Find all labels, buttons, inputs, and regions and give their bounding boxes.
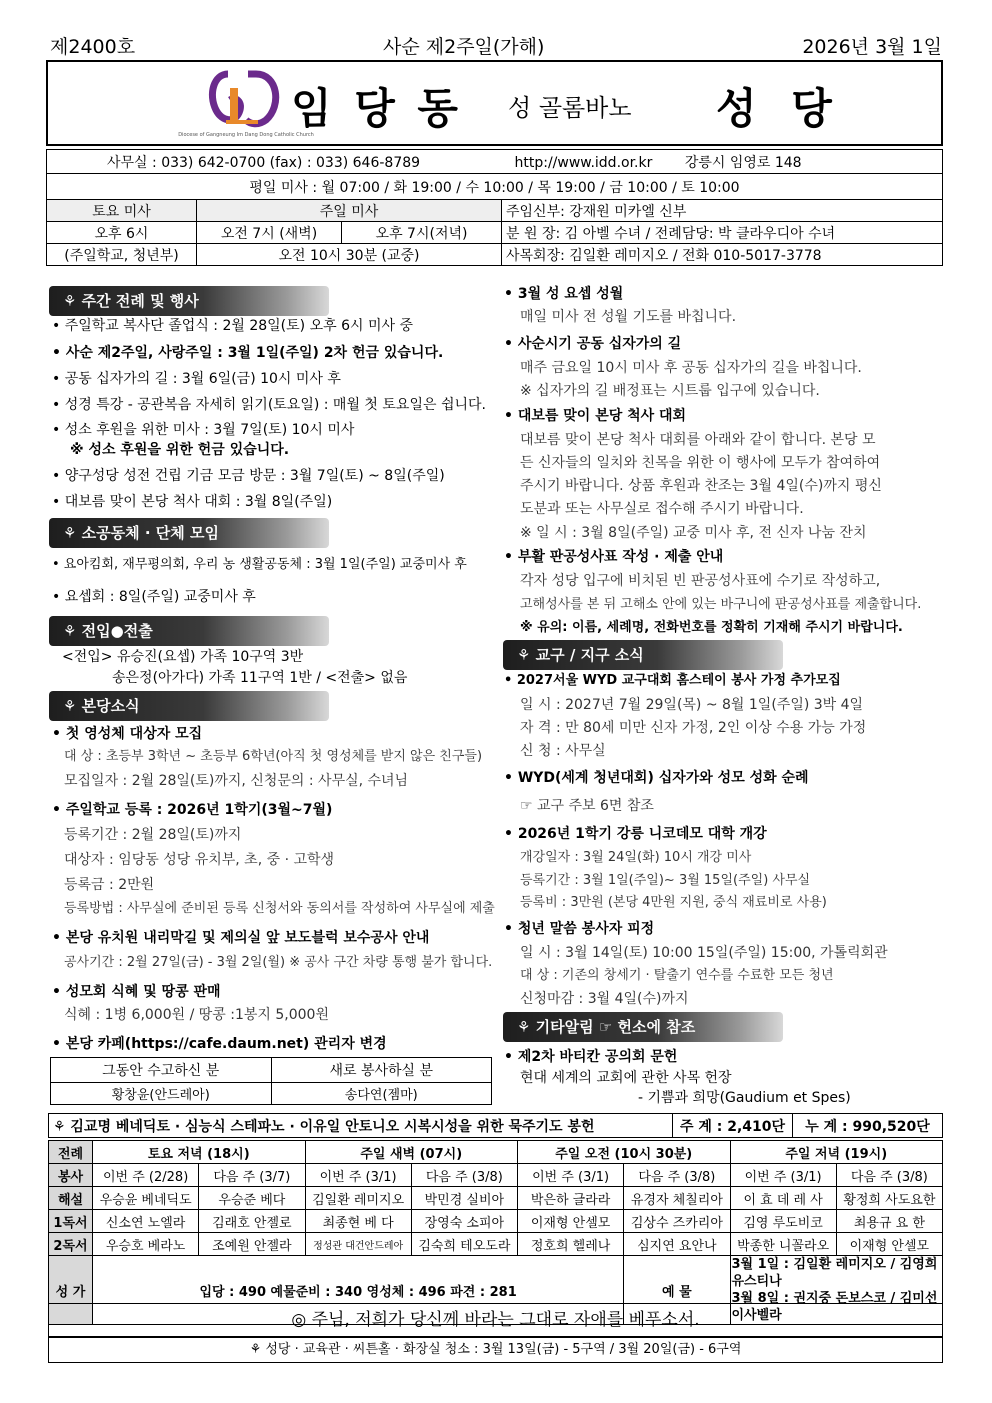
- diocese-item: • 2027서울 WYD 교구대회 홈스테이 봉사 가정 추가모집: [504, 673, 841, 688]
- minister-cell: 김래호 안젤로: [199, 1210, 305, 1233]
- week-head: 이번 주 (3/1): [518, 1164, 624, 1187]
- nuns: 분 원 장: 김 아벨 수녀 / 전례담당: 박 클라우디아 수녀: [502, 222, 943, 244]
- minister-cell: 최용규 요 한: [836, 1210, 942, 1233]
- weekly-item: • 대보름 맞이 본당 척사 대회 : 3월 8일(주일): [52, 494, 333, 510]
- news-item: • 성모회 식혜 및 땅콩 판매: [52, 984, 221, 1000]
- minister-cell: 김상수 즈카리아: [624, 1210, 730, 1233]
- rosary-week-total: 주 계 : 2,410단: [673, 1114, 793, 1138]
- sun-mass-3: 오전 10시 30분 (교중): [197, 244, 502, 266]
- misc-detail: - 기쁨과 희망(Gaudium et Spes): [638, 1090, 851, 1106]
- cafe-new-head: 새로 봉사하실 분: [271, 1058, 492, 1083]
- minister-cell: 우승윤 베네딕도: [93, 1187, 199, 1210]
- section-header-transfer: ⚘ 전입●전출: [49, 616, 329, 646]
- notice-item: • 대보름 맞이 본당 척사 대회: [504, 408, 687, 424]
- news-detail: 등록기간 : 2월 28일(토)까지: [64, 827, 242, 843]
- issue-number: 제2400호: [50, 36, 136, 58]
- notice-detail: 든 신자들의 일치와 친목을 위한 이 행사에 모두가 참여하여: [520, 455, 881, 471]
- notice-detail: 대보름 맞이 본당 척사 대회를 아래와 같이 합니다. 본당 모: [520, 432, 876, 448]
- minister-cell: 장영숙 소피아: [411, 1210, 517, 1233]
- office-phone: 사무실 : 033) 642-0700 (fax) : 033) 646-8789: [107, 154, 421, 171]
- minister-cell: 우승준 베다: [199, 1187, 305, 1210]
- cafe-prev-head: 그동안 수고하신 분: [51, 1058, 272, 1083]
- notice-item: • 사순시기 공동 십자가의 길: [504, 336, 682, 352]
- weekly-item: • 주일학교 복사단 졸업식 : 2월 28일(토) 오후 6시 미사 중: [52, 318, 413, 334]
- diocese-detail: 신청마감 : 3월 4일(수)까지: [520, 991, 689, 1007]
- news-detail: 등록금 : 2만원: [64, 877, 155, 893]
- hymn-label: 성 가: [49, 1256, 93, 1325]
- table-row: [49, 1187, 943, 1210]
- offering-line: 3월 1일 : 김일환 레미지오 / 김영희 유스티나: [731, 1257, 938, 1289]
- role-label: 1독서: [49, 1210, 93, 1233]
- news-item: • 본당 카페(https://cafe.daum.net) 관리자 변경: [52, 1036, 387, 1052]
- weekday-mass: 평일 미사 : 월 07:00 / 화 19:00 / 수 10:00 / 목 19:00 / 금 10:00 / 토 10:00: [47, 174, 943, 200]
- week-head: 이번 주 (3/1): [305, 1164, 411, 1187]
- diocese-detail: 등록기간 : 3월 1일(주일)~ 3월 15일(주일) 사무실: [520, 873, 811, 888]
- cafe-new-name: 송다연(젬마): [271, 1083, 492, 1105]
- notice-warning: ※ 유의: 이름, 세례명, 전화번호를 정확히 기재해 주시기 바랍니다.: [520, 620, 903, 635]
- pastor: 주임신부: 강재원 미카엘 신부: [502, 200, 943, 222]
- section-header-misc: ⚘ 기타알림 ☞ 헌소에 참조: [503, 1012, 783, 1042]
- weekly-note: ※ 성소 후원을 위한 헌금 있습니다.: [70, 442, 290, 458]
- issue-date: 2026년 3월 1일: [802, 36, 942, 58]
- minister-cell: 김일환 레미지오: [305, 1187, 411, 1210]
- diocese-item: • 2026년 1학기 강릉 니코데모 대학 개강: [504, 826, 767, 842]
- news-detail: 대상자 : 임당동 성당 유치부, 초, 중 · 고학생: [64, 852, 335, 868]
- transfer-in: <전입> 유승진(요셉) 가족 10구역 3반: [62, 649, 304, 665]
- role-label: 2독서: [49, 1233, 93, 1256]
- diocese-detail: 자 격 : 만 80세 미만 신자 가정, 2인 이상 수용 가능 가정: [520, 720, 867, 736]
- parish-name-1: 임 당 동: [291, 84, 462, 133]
- role-label: 해설: [49, 1187, 93, 1210]
- section-header-diocese: ⚘ 교구 / 지구 소식: [503, 640, 783, 670]
- mass-head: 주일 오전 (10시 30분): [518, 1141, 731, 1164]
- sun-mass-2: 오후 7시(저녁): [342, 222, 502, 244]
- corner-service: 봉사: [49, 1164, 93, 1187]
- week-head: 다음 주 (3/7): [199, 1164, 305, 1187]
- notice-detail: ※ 십자가의 길 배정표는 시트룹 입구에 있습니다.: [520, 383, 820, 399]
- cafe-admin-table: [50, 1057, 492, 1105]
- diocese-item: • 청년 말씀 봉사자 피정: [504, 921, 655, 937]
- news-detail: 등록방법 : 사무실에 준비된 등록 신청서와 동의서를 작성하여 사무실에 제출: [64, 901, 495, 916]
- notice-detail: ※ 일 시 : 3월 8일(주일) 교중 미사 후, 전 신자 나눔 잔치: [520, 525, 867, 541]
- notice-detail: 도분과 또는 사무실로 접수해 주시기 바랍니다.: [520, 501, 804, 517]
- week-head: 다음 주 (3/8): [624, 1164, 730, 1187]
- minister-cell: 박민경 실비아: [411, 1187, 517, 1210]
- minister-cell: 정성관 대건안드레아: [305, 1233, 411, 1256]
- rosary-cum-total: 누 계 : 990,520단: [793, 1114, 943, 1138]
- community-item: • 요셉회 : 8일(주일) 교중미사 후: [52, 589, 256, 605]
- sun-mass-1: 오전 7시 (새벽): [197, 222, 342, 244]
- sun-mass-head: 주일 미사: [197, 200, 502, 222]
- week-head: 다음 주 (3/8): [411, 1164, 517, 1187]
- minister-cell: 황정희 사도요한: [836, 1187, 942, 1210]
- website[interactable]: http://www.idd.or.kr: [514, 154, 653, 171]
- sat-mass-time: 오후 6시: [47, 222, 197, 244]
- minister-cell: 조예원 안젤라: [199, 1233, 305, 1256]
- diocese-detail: 개강일자 : 3월 24일(화) 10시 개강 미사: [520, 850, 752, 865]
- parish-name-3: 성 당: [716, 84, 842, 133]
- notice-detail: 각자 성당 입구에 비치된 빈 판공성사표에 수기로 작성하고,: [520, 573, 881, 589]
- section-header-news: ⚘ 본당소식: [49, 691, 329, 721]
- section-header-weekly: ⚘ 주간 전례 및 행사: [49, 286, 329, 316]
- notice-detail: 매주 금요일 10시 미사 후 공동 십자가의 길을 바칩니다.: [520, 360, 862, 376]
- council: 사목회장: 김일환 레미지오 / 전화 010-5017-3778: [502, 244, 943, 266]
- rosary-text: ⚘ 김교명 베네딕토 · 심능식 스테파노 · 이유일 안토니오 시복시성을 위한 묵주기도 봉헌: [49, 1114, 673, 1138]
- minister-cell: 유경자 체칠리아: [624, 1187, 730, 1210]
- ministry-schedule: [48, 1140, 943, 1325]
- news-item: • 첫 영성체 대상자 모집: [52, 726, 203, 742]
- news-item: • 주일학교 등록 : 2026년 1학기(3월~7월): [52, 802, 333, 818]
- minister-cell: 이 효 데 레 사: [730, 1187, 836, 1210]
- liturgical-week: 사순 제2주일(가해): [383, 36, 545, 58]
- transfer-out: 송은정(아가다) 가족 11구역 1반 / <전출> 없음: [112, 670, 408, 686]
- news-detail: 모집일자 : 2월 28일(토)까지, 신청문의 : 사무실, 수녀님: [64, 773, 409, 789]
- table-row: [49, 1210, 943, 1233]
- motto: ◎ 주님, 저희가 당신께 바라는 그대로 자애를 베푸소서.: [48, 1303, 943, 1337]
- misc-detail: 현대 세계의 교회에 관한 사목 헌장: [520, 1070, 732, 1086]
- diocese-detail: 등록비 : 3만원 (본당 4만원 지원, 중식 재료비로 사용): [520, 895, 827, 910]
- minister-cell: 우승호 베라노: [93, 1233, 199, 1256]
- rosary-row: [48, 1113, 943, 1138]
- weekly-item: • 성경 특강 - 공관복음 자세히 읽기(토요일) : 매월 첫 토요일은 쉽니다.: [52, 397, 486, 413]
- corner-liturgy: 전례: [49, 1141, 93, 1164]
- week-head: 이번 주 (2/28): [93, 1164, 199, 1187]
- masthead: [46, 60, 943, 146]
- minister-cell: 김영 루도비코: [730, 1210, 836, 1233]
- cleaning-schedule: ⚘ 성당 · 교육관 · 씨튼홀 · 화장실 청소 : 3월 13일(금) - 5구역 / 3월 20일(금) - 6구역: [48, 1337, 943, 1363]
- weekly-item: • 양구성당 성전 건립 기금 모금 방문 : 3월 7일(토) ~ 8일(주일): [52, 468, 445, 484]
- table-row: [49, 1233, 943, 1256]
- minister-cell: 신소연 노엘라: [93, 1210, 199, 1233]
- community-item: • 요아킴회, 재무평의회, 우리 농 생활공동체 : 3월 1일(주일) 교중미사 후: [52, 557, 467, 572]
- diocese-detail: 일 시 : 3월 14일(토) 10:00 15일(주일) 15:00, 가톨릭회관: [520, 945, 888, 961]
- week-head: 이번 주 (3/1): [730, 1164, 836, 1187]
- parish-name-2: 성 골롬바노: [508, 94, 632, 122]
- minister-cell: 심지연 요안나: [624, 1233, 730, 1256]
- minister-cell: 김숙희 테오도라: [411, 1233, 517, 1256]
- minister-cell: 정호희 헬레나: [518, 1233, 624, 1256]
- diocese-item: • WYD(세계 청년대회) 십자가와 성모 성화 순례: [504, 770, 809, 786]
- notice-item: • 3월 성 요셉 성월: [504, 286, 624, 302]
- weekly-item: • 사순 제2주일, 사랑주일 : 3월 1일(주일) 2차 헌금 있습니다.: [52, 345, 444, 361]
- issue-header: [50, 32, 942, 58]
- news-detail: 공사기간 : 2월 27일(금) - 3월 2일(월) ※ 공사 구간 차량 통행 불가 합니다.: [64, 955, 493, 970]
- info-table: [46, 149, 943, 266]
- minister-cell: 박종한 니꼴라오: [730, 1233, 836, 1256]
- notice-detail: 주시기 바랍니다. 상품 후원과 찬조는 3월 4일(수)까지 평신: [520, 478, 882, 494]
- minister-cell: 이재형 안셀모: [518, 1210, 624, 1233]
- week-head: 다음 주 (3/8): [836, 1164, 942, 1187]
- offering-label: 예 물: [624, 1256, 730, 1325]
- address: 강릉시 임영로 148: [684, 154, 802, 171]
- weekly-item: • 공동 십자가의 길 : 3월 6일(금) 10시 미사 후: [52, 371, 341, 387]
- minister-cell: 박은하 글라라: [518, 1187, 624, 1210]
- logo-caption: Diocese of Gangneung Im Dang Dong Catholic Church: [178, 132, 314, 138]
- mass-head: 토요 저녁 (18시): [93, 1141, 306, 1164]
- minister-cell: 최종현 베 다: [305, 1210, 411, 1233]
- hymn-numbers: 입당 : 490 예물준비 : 340 영성체 : 496 파견 : 281: [93, 1256, 624, 1325]
- news-detail: 대 상 : 초등부 3학년 ~ 초등부 6학년(아직 첫 영성체를 받지 않은 친구들): [64, 749, 483, 764]
- news-item: • 본당 유치원 내리막길 및 제의실 앞 보도블럭 보수공사 안내: [52, 930, 430, 946]
- mass-head: 주일 저녁 (19시): [730, 1141, 943, 1164]
- weekly-item: • 성소 후원을 위한 미사 : 3월 7일(토) 10시 미사: [52, 422, 355, 438]
- section-header-community: ⚘ 소공동체 · 단체 모임: [49, 518, 329, 548]
- notice-item: • 부활 판공성사표 작성 · 제출 안내: [504, 549, 724, 565]
- notice-detail: 매일 미사 전 성월 기도를 바칩니다.: [520, 309, 737, 325]
- mass-head: 주일 새벽 (07시): [305, 1141, 518, 1164]
- contact-row: [47, 150, 943, 174]
- misc-item: • 제2차 바티칸 공의회 문헌: [504, 1049, 678, 1065]
- cafe-prev-name: 황창윤(안드레아): [51, 1083, 272, 1105]
- sat-mass-note: (주일학교, 청년부): [47, 244, 197, 266]
- diocese-detail: 신 청 : 사무실: [520, 743, 606, 759]
- diocese-detail: 대 상 : 기존의 창세기 · 탈출기 연수를 수료한 모든 청년: [520, 968, 834, 983]
- offering-line: 3월 8일 : 권지중 돈보스코 / 김미선 이사벨라: [731, 1291, 938, 1323]
- minister-cell: 이재형 안셀모: [836, 1233, 942, 1256]
- notice-detail: 고해성사를 본 뒤 고해소 안에 있는 바구니에 판공성사표를 제출합니다.: [520, 597, 922, 612]
- news-detail: 식혜 : 1병 6,000원 / 땅콩 :1봉지 5,000원: [64, 1007, 329, 1023]
- sat-mass-head: 토요 미사: [47, 200, 197, 222]
- diocese-detail: ☞ 교구 주보 6면 참조: [520, 798, 654, 814]
- parish-logo: [178, 66, 314, 142]
- diocese-detail: 일 시 : 2027년 7월 29일(목) ~ 8월 1일(주일) 3박 4일: [520, 697, 864, 713]
